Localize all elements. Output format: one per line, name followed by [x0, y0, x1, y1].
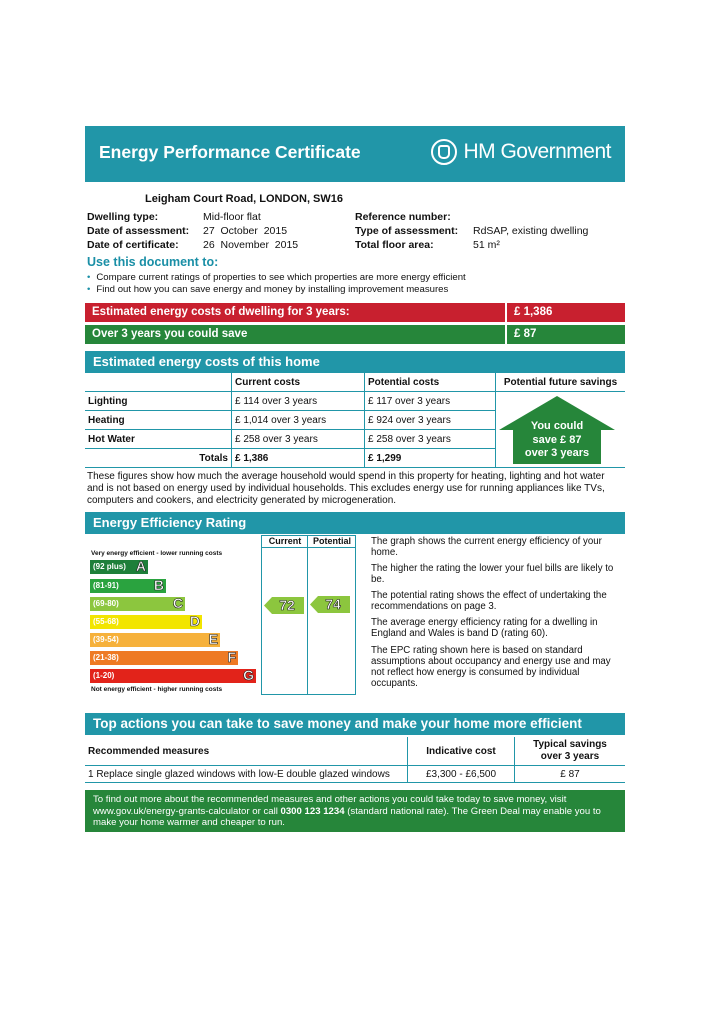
- eer-band-b: [90, 579, 166, 593]
- bullet-icon: •: [87, 284, 91, 295]
- savings-label: Over 3 years you could save: [85, 325, 505, 344]
- costs-table-header: [85, 373, 625, 392]
- bullet-text: Compare current ratings of properties to see which properties are more energy efficient: [96, 272, 466, 283]
- band-range: (55-68): [93, 617, 119, 626]
- band-letter: E: [208, 631, 218, 647]
- house-line-3: over 3 years: [524, 447, 590, 459]
- table-row: [85, 766, 625, 783]
- certificate-title: Energy Performance Certificate: [99, 142, 361, 162]
- row-name: Lighting: [85, 392, 232, 411]
- eer-header-divider: [261, 547, 356, 548]
- costs-section-title: Estimated energy costs of this home: [85, 351, 625, 373]
- current-cost: £ 1,014 over 3 years: [232, 411, 365, 430]
- estimated-cost-label: Estimated energy costs of dwelling for 3 years:: [85, 303, 505, 322]
- eer-text: The EPC rating shown here is based on standard assumptions about occupancy and energy use and may not reflect how energy is consumed by individual occupants.: [371, 645, 611, 689]
- dwelling-type-label: Dwelling type:: [87, 211, 159, 223]
- green-deal-footer: [85, 790, 625, 832]
- measure-cost: £3,300 - £6,500: [408, 766, 515, 783]
- blank-header: [85, 373, 232, 392]
- band-range: (1-20): [93, 671, 115, 680]
- eer-text: The potential rating shows the effect of undertaking the recommendations on page 3.: [371, 590, 607, 612]
- band-range: (39-54): [93, 635, 119, 644]
- actions-section-title: Top actions you can take to save money and make your home more efficient: [85, 713, 625, 735]
- savings-value: £ 87: [507, 325, 625, 344]
- eer-text: The graph shows the current energy efficiency of your home.: [371, 536, 602, 558]
- royal-crest-icon: [431, 139, 457, 165]
- current-rating-value: 72: [279, 597, 295, 613]
- dwelling-type-value: Mid-floor flat: [203, 211, 261, 223]
- floor-area-label: Total floor area:: [355, 239, 434, 251]
- certificate-header: [85, 126, 625, 182]
- use-document-bullet: [87, 272, 466, 283]
- measure-text: 1 Replace single glazed windows with low-E double glazed windows: [85, 766, 408, 783]
- eer-text: The average energy efficiency rating for a dwelling in England and Wales is band D (rating 60).: [371, 617, 598, 639]
- total-current: £ 1,386: [232, 449, 365, 468]
- potential-costs-header: Potential costs: [365, 373, 496, 392]
- eer-current-header: Current: [268, 536, 302, 546]
- current-cost: £ 258 over 3 years: [232, 430, 365, 449]
- measure-savings: £ 87: [515, 766, 626, 783]
- hm-government-logo: [431, 139, 611, 165]
- estimated-cost-bar: [85, 303, 625, 322]
- footer-text-2: (standard national rate). The Green Deal may enable you to make your home warmer and cheaper to run.: [93, 805, 601, 828]
- potential-rating-value: 74: [325, 596, 341, 612]
- cost-header: Indicative cost: [408, 737, 515, 766]
- band-range: (69-80): [93, 599, 119, 608]
- property-address: Leigham Court Road, LONDON, SW16: [145, 193, 344, 205]
- eer-band-c: [90, 597, 185, 611]
- totals-label: Totals: [85, 449, 232, 468]
- house-line-1: You could: [530, 420, 584, 432]
- floor-area-value: 51 m²: [473, 239, 500, 251]
- assessment-type-value: RdSAP, existing dwelling: [473, 225, 589, 237]
- savings-bar: [85, 325, 625, 344]
- eer-band-d: [90, 615, 202, 629]
- assessment-date-value: 27 October 2015: [203, 225, 288, 237]
- reference-number-label: Reference number:: [355, 211, 451, 223]
- eer-columns-frame: [261, 535, 356, 695]
- band-letter: D: [189, 613, 200, 629]
- band-range: (81-91): [93, 581, 119, 590]
- row-name: Hot Water: [85, 430, 232, 449]
- band-range: (21-38): [93, 653, 119, 662]
- band-letter: A: [135, 558, 146, 574]
- assessment-type-label: Type of assessment:: [355, 225, 459, 237]
- band-letter: B: [153, 577, 164, 593]
- actions-table-header: [85, 737, 625, 766]
- eer-column-divider: [307, 535, 308, 695]
- eer-band-g: [90, 669, 256, 683]
- potential-cost: £ 258 over 3 years: [365, 430, 496, 449]
- eer-chart: [85, 535, 365, 699]
- estimated-cost-value: £ 1,386: [507, 303, 625, 322]
- hm-government-text: HM Government: [463, 140, 611, 163]
- eer-bottom-note: Not energy efficient - higher running costs: [91, 686, 223, 693]
- band-letter: G: [243, 667, 254, 683]
- assessment-date-label: Date of assessment:: [87, 225, 190, 237]
- savings-header: Typical savings over 3 years: [515, 737, 626, 766]
- future-savings-header: Potential future savings: [496, 373, 626, 392]
- actions-table: [85, 737, 625, 783]
- eer-band-a: [90, 560, 148, 574]
- footer-phone[interactable]: 0300 123 1234: [280, 805, 345, 817]
- footer-text-1: To find out more about the recommended measures and other actions you could take today to save money, visit www.gov.uk/energy-grants-calculator or call: [93, 794, 567, 817]
- eer-potential-header: Potential: [312, 536, 351, 546]
- bullet-icon: •: [87, 272, 91, 283]
- use-document-heading: Use this document to:: [87, 255, 219, 269]
- use-document-bullet: [87, 284, 448, 295]
- bullet-text: Find out how you can save energy and money by installing improvement measures: [96, 284, 449, 295]
- total-potential: £ 1,299: [365, 449, 496, 468]
- costs-note: These figures show how much the average household would spend in this property for heating, lighting and hot water and is not based on energy used by individual households. This excludes energy use for running appliances like TVs, computers and cookers, and electricity generated by microgeneration.: [87, 471, 605, 506]
- certificate-date-label: Date of certificate:: [87, 239, 179, 251]
- current-cost: £ 114 over 3 years: [232, 392, 365, 411]
- band-letter: C: [172, 595, 183, 611]
- certificate-date-value: 26 November 2015: [203, 239, 299, 251]
- eer-top-note: Very energy efficient - lower running costs: [91, 550, 223, 557]
- potential-cost: £ 924 over 3 years: [365, 411, 496, 430]
- eer-band-f: [90, 651, 238, 665]
- eer-section-title: Energy Efficiency Rating: [85, 512, 625, 534]
- potential-cost: £ 117 over 3 years: [365, 392, 496, 411]
- house-line-2: save £ 87: [532, 433, 582, 446]
- current-costs-header: Current costs: [232, 373, 365, 392]
- eer-text: The higher the rating the lower your fuel bills are likely to be.: [371, 563, 614, 585]
- band-range: (92 plus): [93, 562, 126, 571]
- eer-band-e: [90, 633, 220, 647]
- row-name: Heating: [85, 411, 232, 430]
- band-letter: F: [227, 649, 236, 665]
- savings-house-text: [497, 420, 617, 461]
- measures-header: Recommended measures: [85, 737, 408, 766]
